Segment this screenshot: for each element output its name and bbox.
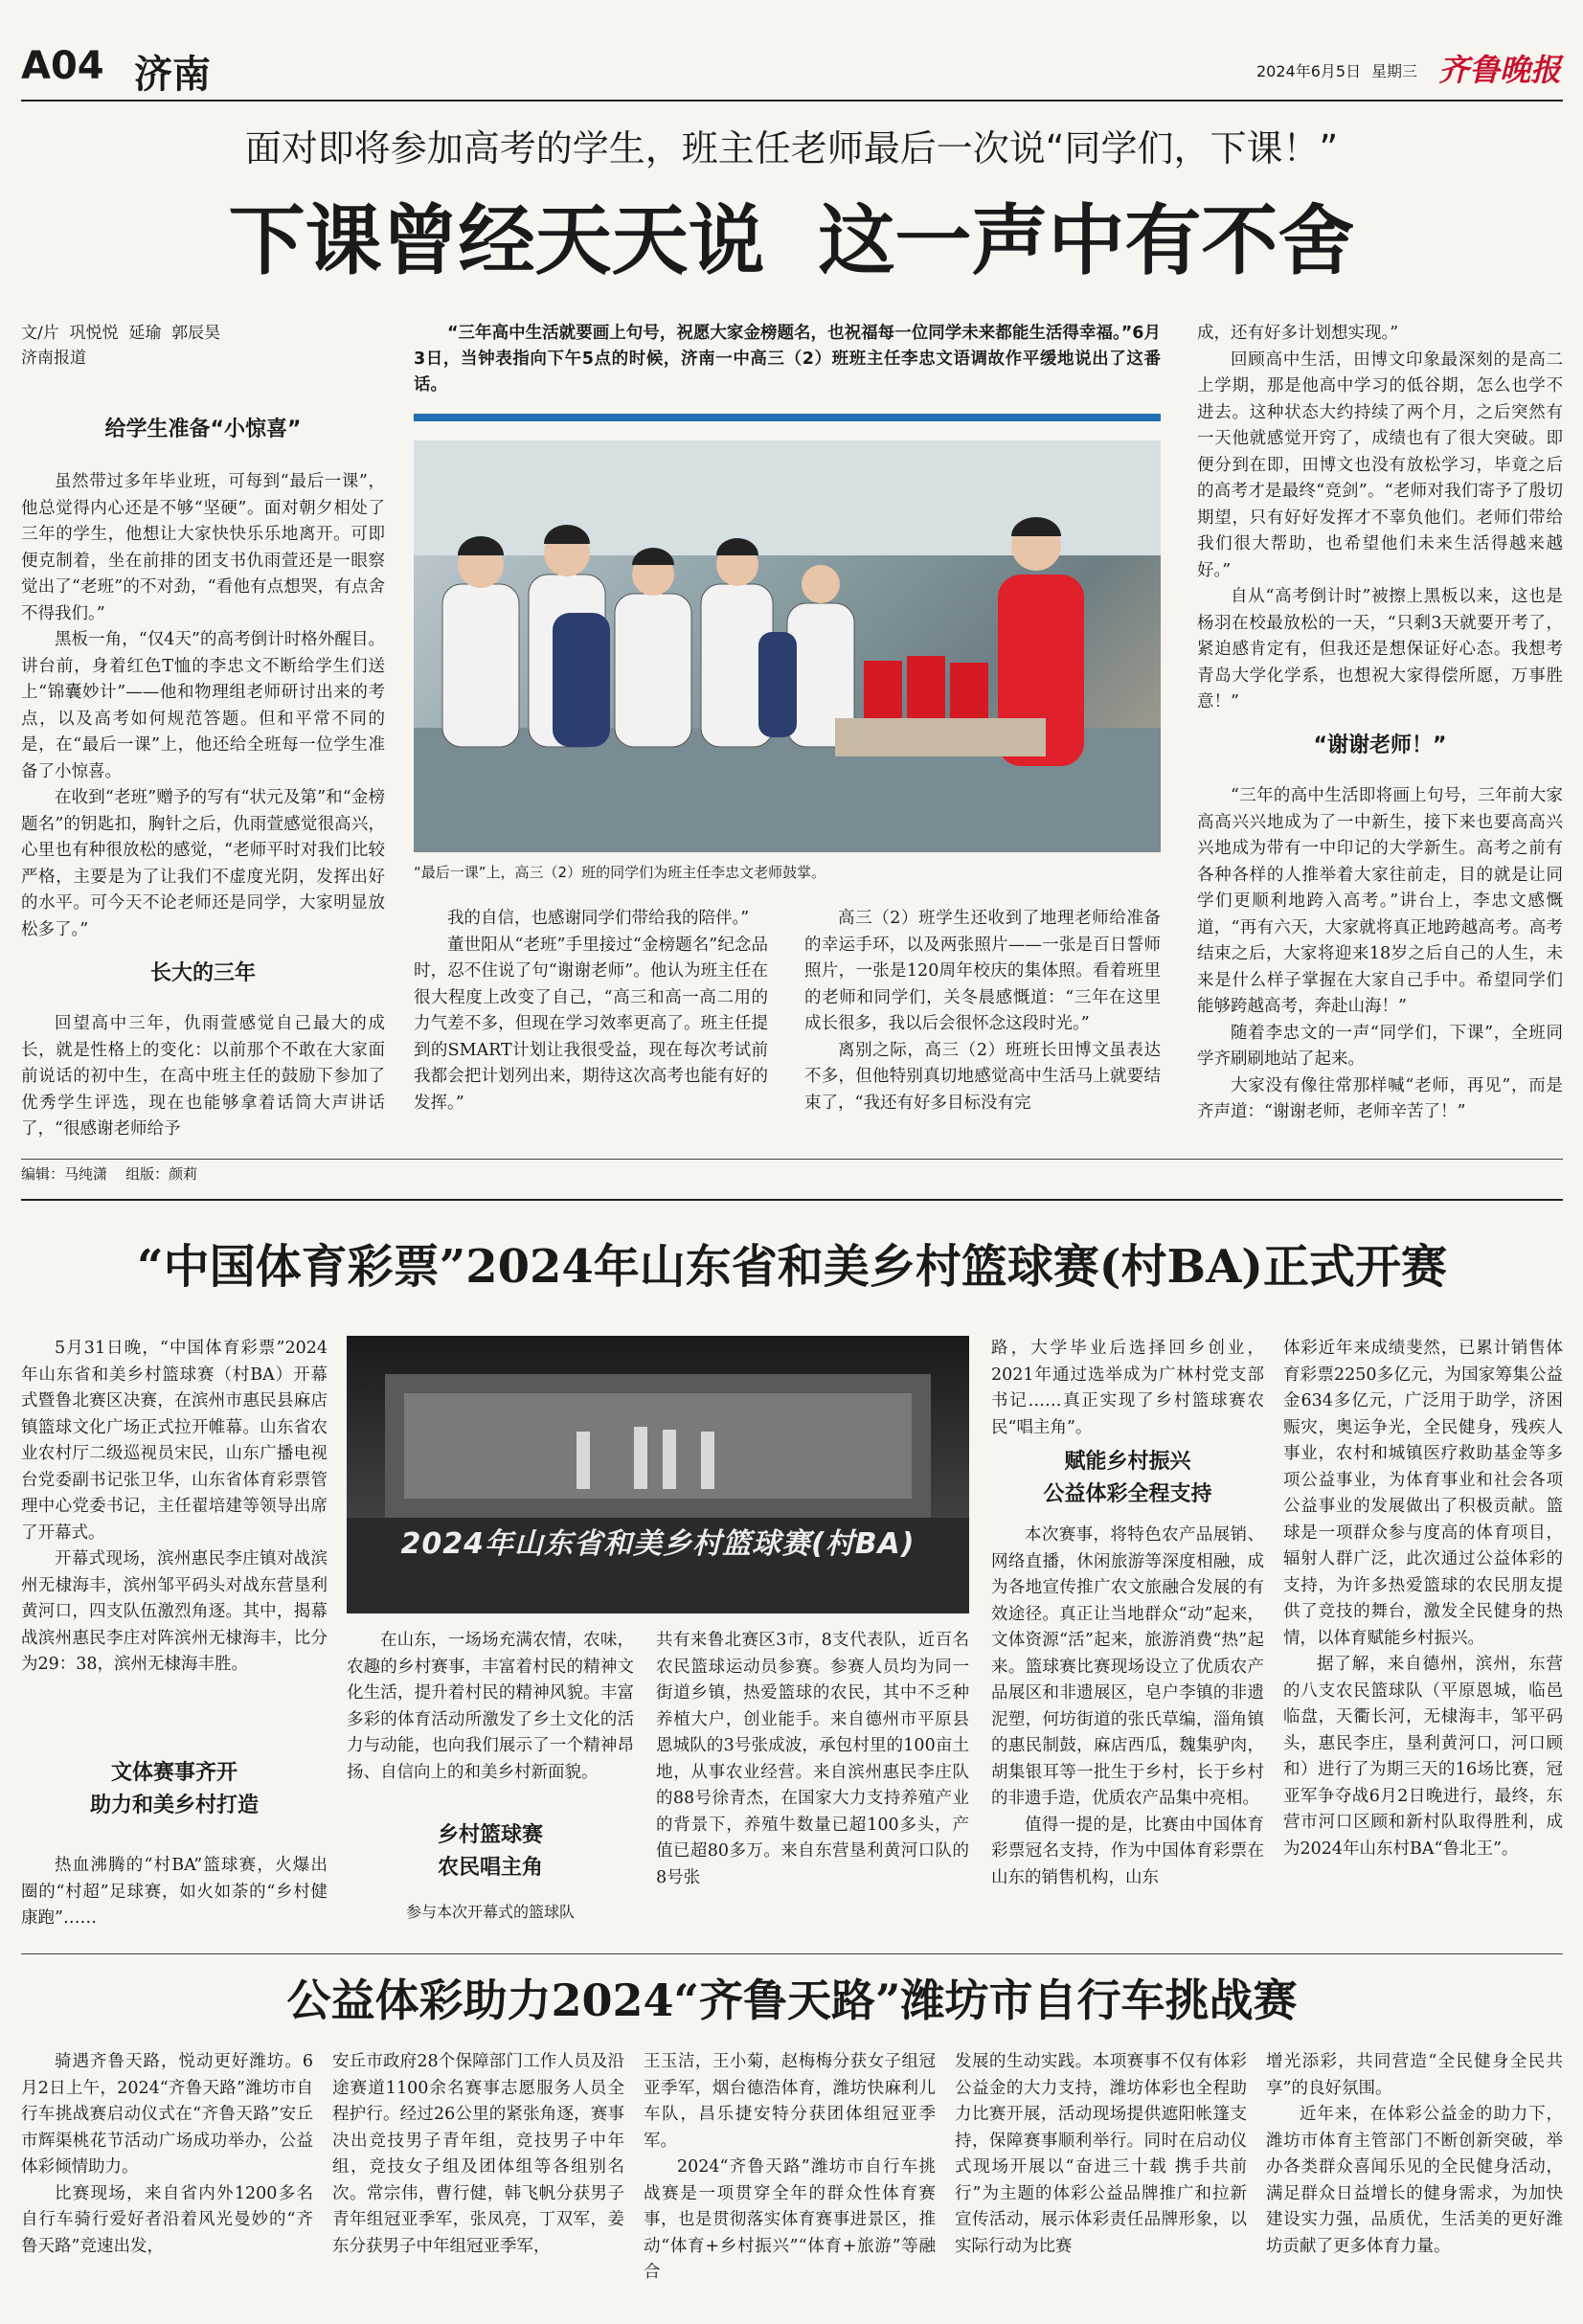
photo-caption: “最后一课”上，高三（2）班的同学们为班主任李忠文老师鼓掌。 [414, 864, 826, 881]
classroom-photo [414, 440, 1161, 852]
paragraph: 热血沸腾的“村BA”篮球赛，火爆出圈的“村超”足球赛，如火如荼的“乡村健康跑”…… [21, 1856, 328, 1928]
issue-weekday: 星期三 [1371, 62, 1418, 80]
paper-logo: 齐鲁晚报 [1438, 52, 1562, 88]
paragraph: 在山东，一场场充满农情，农味，农趣的乡村赛事，丰富着村民的精神文化生活，提升着村民的精神风貌。丰富多彩的体育活动所激发了乡土文化的活力与动能，也向我们展示了一个精神昂扬、自信向上的和美乡村新面貌。 [347, 1631, 634, 1782]
stage-banner-text: 2024年山东省和美乡村篮球赛(村BA) [400, 1527, 916, 1561]
story1-col2 [414, 906, 768, 1117]
subhead-rural-revitalization: 赋能乡村振兴 [1064, 1450, 1191, 1474]
story1-col1b [21, 1011, 385, 1143]
subhead-thanks: “谢谢老师！” [1313, 733, 1447, 757]
paragraph: 开幕式现场，滨州惠民李庄镇对战滨州无棣海丰，滨州邹平码头对战东营垦利黄河口，四支队伍激烈角逐。其中，揭幕战滨州惠民李庄对阵滨州无棣海丰，比分为29：38，滨州无棣海丰胜。 [21, 1549, 328, 1674]
paragraph: 本次赛事，将特色农产品展销、网络直播，休闲旅游等深度相融，成为各地宣传推广农文旅融合发展的有效途径。真正让当地群众“动”起来，文体资源“活”起来，旅游消费“热”起来。篮球赛比赛现场设立了优质农产品展区和非遗展区，皂户李镇的非遗泥塑，何坊街道的张氏草编，淄角镇的惠民制鼓，麻店西瓜，魏集驴肉，胡集银耳等一批生于乡村，长于乡村的非遗手造，优质农产品集中亮相。 [991, 1525, 1264, 1808]
story1-col3 [804, 906, 1161, 1117]
paragraph: 随着李忠文的一声“同学们，下课”，全班同学齐刷刷地站了起来。 [1197, 1023, 1563, 1069]
story2-col5 [1283, 1336, 1563, 1862]
story1-col1a [21, 469, 385, 943]
classroom-scene-icon [414, 440, 1161, 852]
story1-headline: 下课曾经天天说 这一声中有不舍 [228, 195, 1355, 285]
paragraph: 值得一提的是，比赛由中国体育彩票冠名支持，作为中国体育彩票在山东的销售机构，山东 [991, 1815, 1264, 1887]
story3-col1 [21, 2049, 313, 2260]
story2-headline: “中国体育彩票”2024年山东省和美乡村篮球赛(村BA)正式开赛 [136, 1240, 1448, 1294]
paragraph: 近年来，在体彩公益金的助力下，潍坊市体育主管部门不断创新突破，举办各类群众喜闻乐见的全民健身活动，满足群众日益增长的健身需求，为加快建设实力强，品质优，生活美的更好潍坊贡献了更多体育力量。 [1266, 2105, 1563, 2256]
story3-col2 [332, 2049, 624, 2260]
story3-col4 [955, 2049, 1247, 2260]
paragraph: 据了解，来自德州，滨州，东营的八支农民篮球队（平原恩城，临邑临盘，天衢长河，无棣海丰，邹平码头，惠民李庄，垦利黄河口，河口顾和）进行了为期三天的16场比赛，冠亚军争夺战6月2日晚进行，最终，东营市河口区顾和新村队取得胜利，成为2024年山东村BA“鲁北王”。 [1283, 1655, 1563, 1859]
paragraph: 回顾高中生活，田博文印象最深刻的是高二上学期，那是他高中学习的低谷期，怎么也学不进去。这种状态大约持续了两个月，之后突然有一天他就感觉开窍了，成绩也有了很大突破。即便分到在即，田博文也没有放松学习，毕竟之后的高考才是最终“竞剑”。“老师对我们寄予了殷切期望，只有好好发挥才不辜负他们。老师们带给我们很大帮助，也希望他们未来生活得越来越好。” [1197, 350, 1563, 580]
story1-bottom-rule [21, 1159, 1563, 1160]
story3-col5 [1266, 2049, 1563, 2260]
story3-headline: 公益体彩助力2024“齐鲁天路”潍坊市自行车挑战赛 [286, 1974, 1298, 2026]
page-header [21, 40, 1563, 103]
story2-sub2 [347, 1819, 634, 1884]
paragraph: 2024“齐鲁天路”潍坊市自行车挑战赛是一项贯穿全年的群众性体育赛事，也是贯彻落实体育赛事进景区，推动“体育+乡村振兴”“体育+旅游”等融合 [644, 2157, 936, 2282]
header-rule [21, 100, 1563, 102]
paragraph: 路，大学毕业后选择回乡创业，2021年通过选举成为广林村党支部书记……真正实现了乡村篮球赛农民“唱主角”。 [991, 1339, 1264, 1437]
paragraph: 5月31日晚，“中国体育彩票”2024年山东省和美乡村篮球赛（村BA）开幕式暨鲁北赛区决赛，在滨州市惠民县麻店镇篮球文化广场正式拉开帷幕。山东省农业农村厅二级巡视员宋民，山东广播电视台党委副书记张卫华，山东省体育彩票管理中心党委书记，主任翟培建等领导出席了开幕式。 [21, 1339, 328, 1543]
story2-sub1 [21, 1757, 328, 1822]
subhead-beautiful-village: 助力和美乡村打造 [89, 1794, 259, 1817]
paragraph: 黑板一角，“仅4天”的高考倒计时格外醒目。讲台前，身着红色T恤的李忠文不断给学生们送上“锦囊妙计”——他和物理组老师研讨出来的考点，以及高考如何规范答题。但和平常不同的是，在“最后一课”上，他还给全班每一位学生准备了小惊喜。 [21, 630, 385, 781]
story2-sub4 [991, 1446, 1264, 1511]
stage-scene-icon [347, 1336, 969, 1613]
paragraph: 骑遇齐鲁天路，悦动更好潍坊。6月2日上午，2024“齐鲁天路”潍坊市自行车挑战赛启动仪式在“齐鲁天路”安丘市辉渠桃花节活动广场成功举办，公益体彩倾情助力。 [21, 2052, 313, 2177]
paragraph: 比赛现场，来自省内外1200多名自行车骑行爱好者沿着风光曼妙的“齐鲁天路”竞速出发， [21, 2183, 313, 2256]
story1-sub1 [21, 414, 385, 446]
story2-col4b [991, 1523, 1264, 1891]
story2-col4a [991, 1336, 1264, 1441]
byline-location: 济南报道 [21, 349, 86, 368]
story3-col3 [644, 2049, 936, 2287]
paragraph: 安丘市政府28个保障部门工作人员及沿途赛道1100余名赛事志愿服务人员全程护行。经过26公里的紧张角逐，赛事决出竞技男子青年组，竞技男子中年组，竞技女子组及团体组等各组别名次。常宗伟，曹行健，韩飞帆分获男子青年组冠亚季军，张凤亮，丁双军，姜东分获男子中年组冠亚季军， [332, 2052, 624, 2256]
editor-credit: 编辑：马纯潇 组版：颜莉 [21, 1165, 198, 1183]
paragraph: 发展的生动实践。本项赛事不仅有体彩公益金的大力支持，潍坊体彩也全程助力比赛开展，活动现场提供遮阳帐篷支持，保障赛事顺利举行。同时在启动仪式现场开展以“奋进三十载 携手共前行”为主题的体彩公益品牌推广和拉新宣传活动，展示体彩责任品牌形象，以实际行动为比赛 [955, 2052, 1247, 2256]
story1-byline [21, 321, 385, 371]
page-number: A04 [21, 44, 104, 88]
paragraph: 离别之际，高三（2）班班长田博文虽表达不多，但他特别真切地感觉高中生活马上就要结束了，“我还有好多目标没有完 [804, 1040, 1161, 1113]
story1-kicker: 面对即将参加高考的学生，班主任老师最后一次说“同学们，下课！” [244, 127, 1339, 169]
subhead-surprise: 给学生准备“小惊喜” [104, 417, 302, 441]
paragraph: 大家没有像往常那样喊“老师，再见”，而是齐声道：“谢谢老师，老师辛苦了！” [1197, 1075, 1563, 1121]
paragraph: 体彩近年来成绩斐然，已累计销售体育彩票2250多亿元，为国家筹集公益金634多亿元，广泛用于助学，济困赈灾，奥运争光，全民健身，残疾人事业，农村和城镇医疗救助基金等多项公益事业，为体育事业和社会各项公益事业的发展做出了积极贡献。篮球是一项群众参与度高的体育项目，辐射人群广泛，此次通过公益体彩的支持，为许多热爱篮球的农民朋友提供了竞技的舞台，激发全民健身的热情，以体育赋能乡村振兴。 [1283, 1339, 1563, 1648]
story2-col1b [21, 1853, 328, 1932]
opening-ceremony-photo [347, 1336, 969, 1613]
paragraph: 董世阳从“老班”手里接过“金榜题名”纪念品时，忍不住说了句“谢谢老师”。他认为班主任在很大程度上改变了自己，“高三和高一高二用的力气差不多，但现在学习效率更高了。班主任提到的SMART计划让我很受益，现在每次考试前我都会把计划列出来，期待这次高考也能有好的发挥。” [414, 935, 768, 1113]
subhead-village-basketball: 乡村篮球赛 [437, 1823, 543, 1847]
paragraph: 成，还有好多计划想实现。” [1197, 324, 1399, 343]
story1-sub2 [21, 958, 385, 990]
paragraph: 虽然带过多年毕业班，可每到“最后一课”，他总觉得内心还是不够“坚硬”。面对朝夕相处了三年的学生，他想让大家快快乐乐地离开。可即便克制着，坐在前排的团支书仇雨萱还是一眼察觉出了“老班”的不对劲，“看他有点想哭，有点舍不得我们。” [21, 472, 385, 623]
story2-photo-caption: 参与本次开幕式的篮球队 [405, 1903, 575, 1921]
paragraph: 高三（2）班学生还收到了地理老师给准备的幸运手环，以及两张照片——一张是百日誓师照片，一张是120周年校庆的集体照。看着班里的老师和同学们，关冬晨感慨道：“三年在这里成长很多，我以后会很怀念这段时光。” [804, 909, 1161, 1033]
subhead-farmers-lead: 农民唱主角 [437, 1856, 543, 1880]
story2-col2 [347, 1628, 634, 1786]
story1-col4b [1197, 783, 1563, 1126]
story2-col1a [21, 1336, 328, 1679]
issue-date: 2024年6月5日 [1256, 62, 1362, 80]
paragraph: 自从“高考倒计时”被擦上黑板以来，这也是杨羽在校最放松的一天，“只剩3天就要开考了，紧迫感肯定有，但我还是想保证好心态。我想考青岛大学化学系，也想祝大家得偿所愿，万事胜意！” [1197, 587, 1563, 711]
byline-authors: 文/片 巩悦悦 延瑜 郭辰昊 [21, 324, 221, 343]
subhead-culture-sports: 文体赛事齐开 [110, 1761, 237, 1785]
story1-lead: “三年高中生活就要画上句号，祝愿大家金榜题名，也祝福每一位同学未来都能生活得幸福。”6月3日，当钟表指向下午5点的时候，济南一中高三（2）班班主任李忠文语调故作平缓地说出了这番话。 [414, 324, 1161, 395]
subhead-three-years: 长大的三年 [149, 961, 256, 985]
story2-col3 [656, 1628, 969, 1891]
paragraph: 回望高中三年，仇雨萱感觉自己最大的成长，就是性格上的变化：以前那个不敢在大家面前说话的初中生，在高中班主任的鼓励下参加了优秀学生评选，现在也能够拿着话筒大声讲话了，“很感谢老师给予 [21, 1014, 385, 1139]
paragraph: “三年的高中生活即将画上句号，三年前大家高高兴兴地成为了一中新生，接下来也要高高兴兴地成为带有一中印记的大学新生。高考之前有各种各样的人推举着大家往前走，目的就是让同学们更顺利地跨入高考。”讲台上，李忠文感慨道，“再有六天，大家就将真正地跨越高考。高考结束之后，大家将迎来18岁之后自己的人生，未来是什么样子掌握在大家自己手中。希望同学们能够跨越高考，奔赴山海！” [1197, 786, 1563, 1016]
paragraph: 我的自信，也感谢同学们带给我的陪伴。” [447, 909, 750, 928]
section-name: 济南 [134, 53, 211, 97]
paragraph: 在收到“老班”赠予的写有“状元及第”和“金榜题名”的钥匙扣，胸针之后，仇雨萱感觉很高兴，心里也有种很放松的感觉，“老师平时对我们比较严格，主要是为了让我们不虚度光阴，发挥出好的水平。可今天不论老师还是同学，大家明显放松多了。” [21, 788, 385, 939]
story1-col4a [1197, 321, 1563, 716]
story1-sub3 [1197, 730, 1563, 762]
paragraph: 王玉洁，王小菊，赵梅梅分获女子组冠亚季军，烟台德浩体育，潍坊快麻利儿车队，昌乐捷安特分获团体组冠亚季军。 [644, 2052, 936, 2151]
paragraph: 增光添彩，共同营造“全民健身全民共享”的良好氛围。 [1266, 2052, 1563, 2098]
story3-top-rule [21, 1953, 1563, 1954]
photo-top-bar [414, 414, 1161, 421]
subhead-lottery-support: 公益体彩全程支持 [1043, 1482, 1212, 1506]
paragraph: 共有来鲁北赛区3市，8支代表队，近百名农民篮球运动员参赛。参赛人员均为同一街道乡镇，热爱篮球的农民，其中不乏种养植大户，创业能手。来自德州市平原县恩城队的3号张成波，承包村里的100亩土地，从事农业经营。来自滨州惠民李庄队的88号徐青杰，在国家大力支持养殖产业的背景下，养殖牛数量已超100多头，产值已超80多万。来自东营垦利黄河口队的8号张 [656, 1631, 969, 1887]
